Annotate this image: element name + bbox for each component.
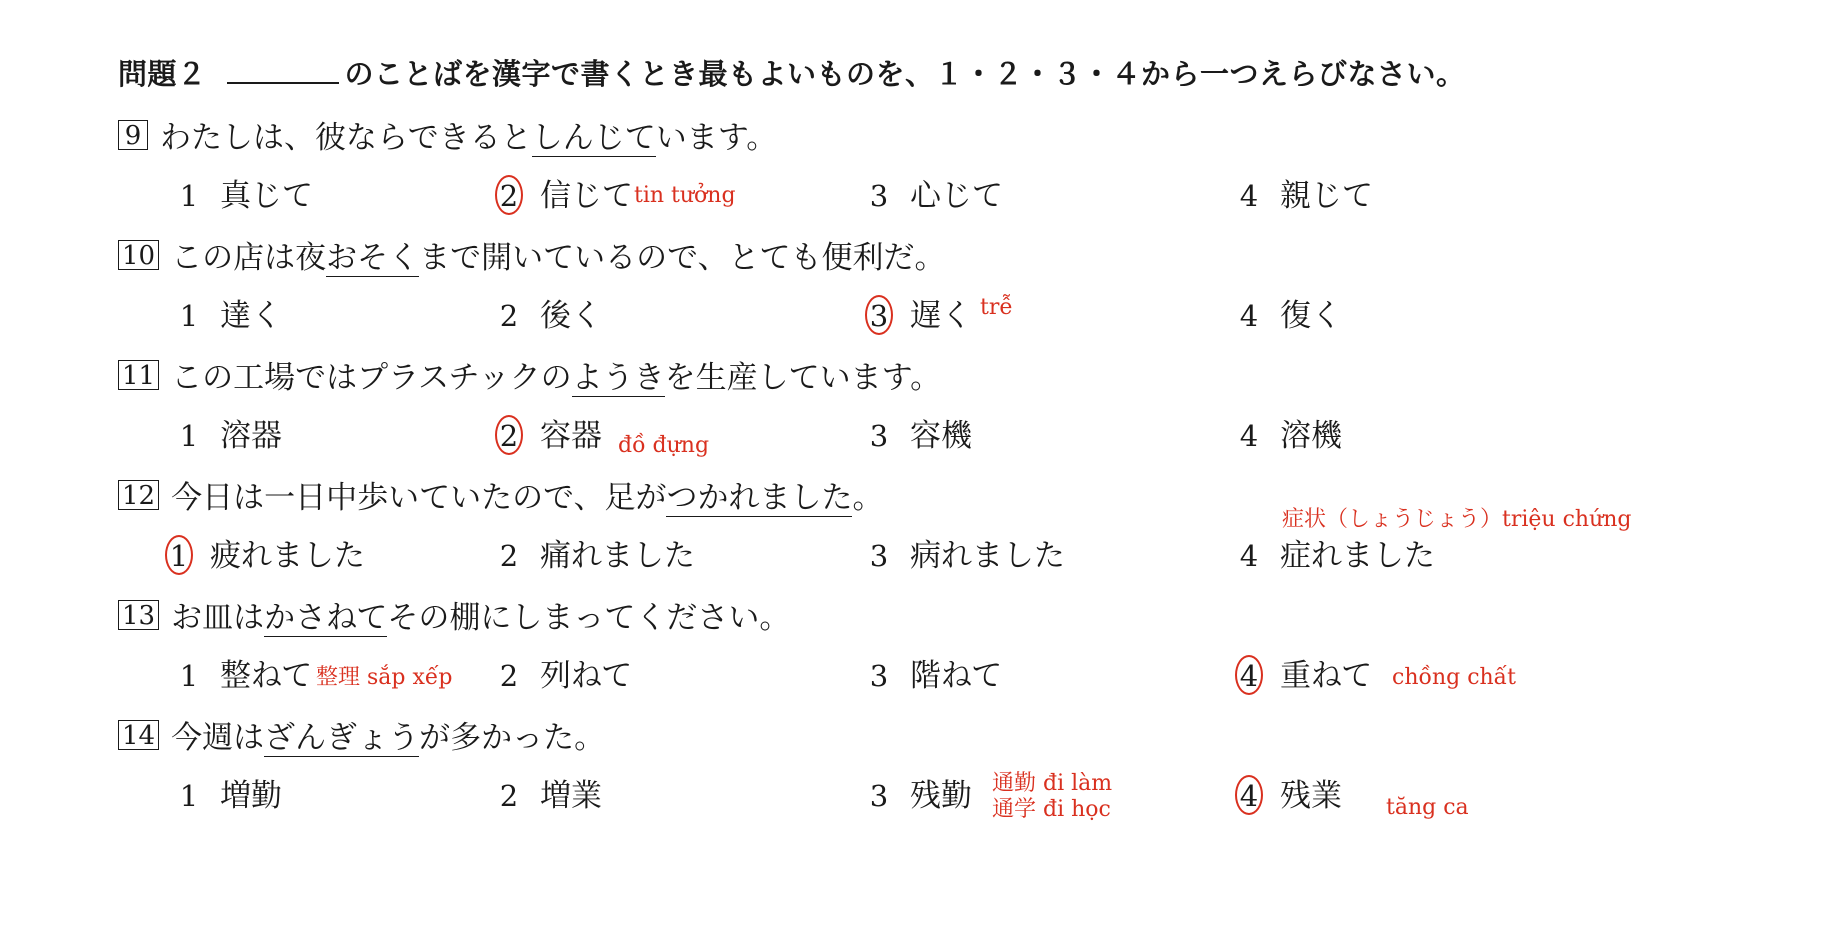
option-text: 増勤 [220, 778, 282, 814]
q9-option-3[interactable] [862, 176, 1003, 216]
question-text-pre: 今日は一日中歩いていたので、足が [171, 480, 667, 516]
option-text: 信じて [540, 178, 633, 214]
q10-option-3[interactable] [862, 296, 972, 336]
option-number-circled: 3 [862, 296, 896, 336]
q10-option-1[interactable] [172, 296, 282, 336]
option-number: 4 [1239, 179, 1259, 213]
option-number: 1 [179, 779, 199, 813]
option-text: 疲れました [210, 538, 365, 574]
question-text-pre: 今週は [171, 720, 265, 756]
option-number: 4 [1239, 419, 1259, 453]
question-number-box: 12 [118, 480, 159, 510]
q13-option-4[interactable] [1232, 656, 1372, 696]
option-text: 列ねて [540, 658, 633, 694]
option-number-circled: 4 [1232, 656, 1266, 696]
q13-option-2[interactable] [492, 656, 632, 696]
question-target-word: かさねて [264, 600, 388, 636]
question-number-box: 9 [118, 120, 148, 150]
q12-option-1[interactable] [162, 536, 365, 576]
note-q9-option-2: tin tưởng [634, 183, 736, 208]
note-q10-option-3: trễ [980, 295, 1013, 320]
question-text-pre: この店は夜 [171, 240, 327, 276]
header-text: のことばを漢字で書くとき最もよいものを、１・２・３・４から一つえらびなさい。 [344, 57, 1466, 91]
option-number: 3 [869, 179, 889, 213]
q11-option-2[interactable] [492, 416, 602, 456]
q9-option-4[interactable] [1232, 176, 1373, 216]
option-number: 2 [499, 299, 519, 333]
q9-option-1[interactable] [172, 176, 313, 216]
option-number-circled: 1 [162, 536, 196, 576]
q10-option-2[interactable] [492, 296, 602, 336]
option-text: 階ねて [910, 658, 1003, 694]
question-target-word: つかれました [666, 480, 853, 516]
question-12 [118, 478, 883, 518]
q12-option-3[interactable] [862, 536, 1065, 576]
option-number: 4 [1239, 539, 1259, 573]
option-text: 痛れました [540, 538, 695, 574]
option-number: 3 [869, 419, 889, 453]
question-number-box: 11 [118, 360, 159, 390]
q11-option-4[interactable] [1232, 416, 1342, 456]
note-q14-option-4: tăng ca [1386, 795, 1469, 820]
question-text-pre: お皿は [171, 600, 265, 636]
q14-option-1[interactable] [172, 776, 282, 816]
question-text-post: その棚にしまってください。 [387, 600, 791, 636]
option-number: 1 [179, 299, 199, 333]
option-number-circled: 2 [492, 416, 526, 456]
option-text: 容機 [910, 418, 972, 454]
option-number: 3 [869, 659, 889, 693]
option-text: 復く [1280, 298, 1342, 334]
option-text: 後く [540, 298, 602, 334]
option-text: 重ねて [1280, 658, 1373, 694]
q10-option-4[interactable] [1232, 296, 1342, 336]
q14-option-4[interactable] [1232, 776, 1342, 816]
option-text: 容器 [540, 418, 602, 454]
option-text: 遅く [910, 298, 972, 334]
question-14 [118, 718, 605, 758]
option-number: 2 [499, 659, 519, 693]
note-q12-option-4: 症状（しょうじょう）triệu chứng [1282, 507, 1632, 532]
note-q11-option-2: đồ đựng [618, 433, 710, 458]
note-q14-option-3-school: 通学 đi học [992, 797, 1111, 822]
question-13 [118, 598, 790, 638]
question-11 [118, 358, 941, 398]
question-target-word: おそく [326, 240, 420, 276]
q13-option-3[interactable] [862, 656, 1002, 696]
question-9 [118, 118, 777, 158]
question-target-word: ようき [571, 360, 665, 396]
option-text: 親じて [1280, 178, 1373, 214]
option-number: 1 [179, 659, 199, 693]
option-number: 3 [869, 539, 889, 573]
option-text: 病れました [910, 538, 1065, 574]
q14-option-2[interactable] [492, 776, 602, 816]
question-target-word: しんじて [531, 120, 656, 156]
question-text-post: まで開いているので、とても便利だ。 [419, 240, 946, 276]
question-text-post: を生産しています。 [664, 360, 942, 396]
question-10 [118, 238, 945, 278]
option-text: 溶機 [1280, 418, 1342, 454]
option-number-circled: 4 [1232, 776, 1266, 816]
instruction-header [118, 52, 1466, 93]
option-number: 4 [1239, 299, 1259, 333]
note-q13-option-1: 整理 sắp xếp [316, 665, 453, 690]
question-text-post: が多かった。 [419, 720, 606, 756]
option-number: 1 [179, 179, 199, 213]
question-text-pre: わたしは、彼ならできると [160, 120, 532, 156]
question-text-post: 。 [852, 480, 884, 516]
header-blank-line [227, 58, 339, 84]
option-text: 残業 [1280, 778, 1342, 814]
option-text: 真じて [220, 178, 313, 214]
option-text: 残勤 [910, 778, 972, 814]
question-target-word: ざんぎょう [264, 720, 420, 756]
question-number-box: 13 [118, 600, 159, 630]
note-q14-option-3-commute: 通勤 đi làm [992, 771, 1113, 796]
note-q13-option-4: chồng chất [1392, 665, 1517, 690]
q11-option-3[interactable] [862, 416, 972, 456]
option-text: 心じて [910, 178, 1003, 214]
option-number: 1 [179, 419, 199, 453]
q14-option-3[interactable] [862, 776, 972, 816]
q11-option-1[interactable] [172, 416, 282, 456]
q12-option-4[interactable] [1232, 536, 1435, 576]
q12-option-2[interactable] [492, 536, 695, 576]
question-text-post: います。 [655, 120, 778, 156]
question-number-box: 14 [118, 720, 159, 750]
header-prefix: 問題２ [118, 57, 207, 91]
option-number: 3 [869, 779, 889, 813]
q13-option-1[interactable] [172, 656, 312, 696]
question-number-box: 10 [118, 240, 159, 270]
option-text: 増業 [540, 778, 602, 814]
option-text: 整ねて [220, 658, 313, 694]
option-number: 2 [499, 539, 519, 573]
option-number-circled: 2 [492, 176, 526, 216]
question-text-pre: この工場ではプラスチックの [171, 360, 572, 396]
option-text: 達く [220, 298, 282, 334]
option-text: 溶器 [220, 418, 282, 454]
option-text: 症れました [1280, 538, 1435, 574]
option-number: 2 [499, 779, 519, 813]
q9-option-2[interactable] [492, 176, 633, 216]
